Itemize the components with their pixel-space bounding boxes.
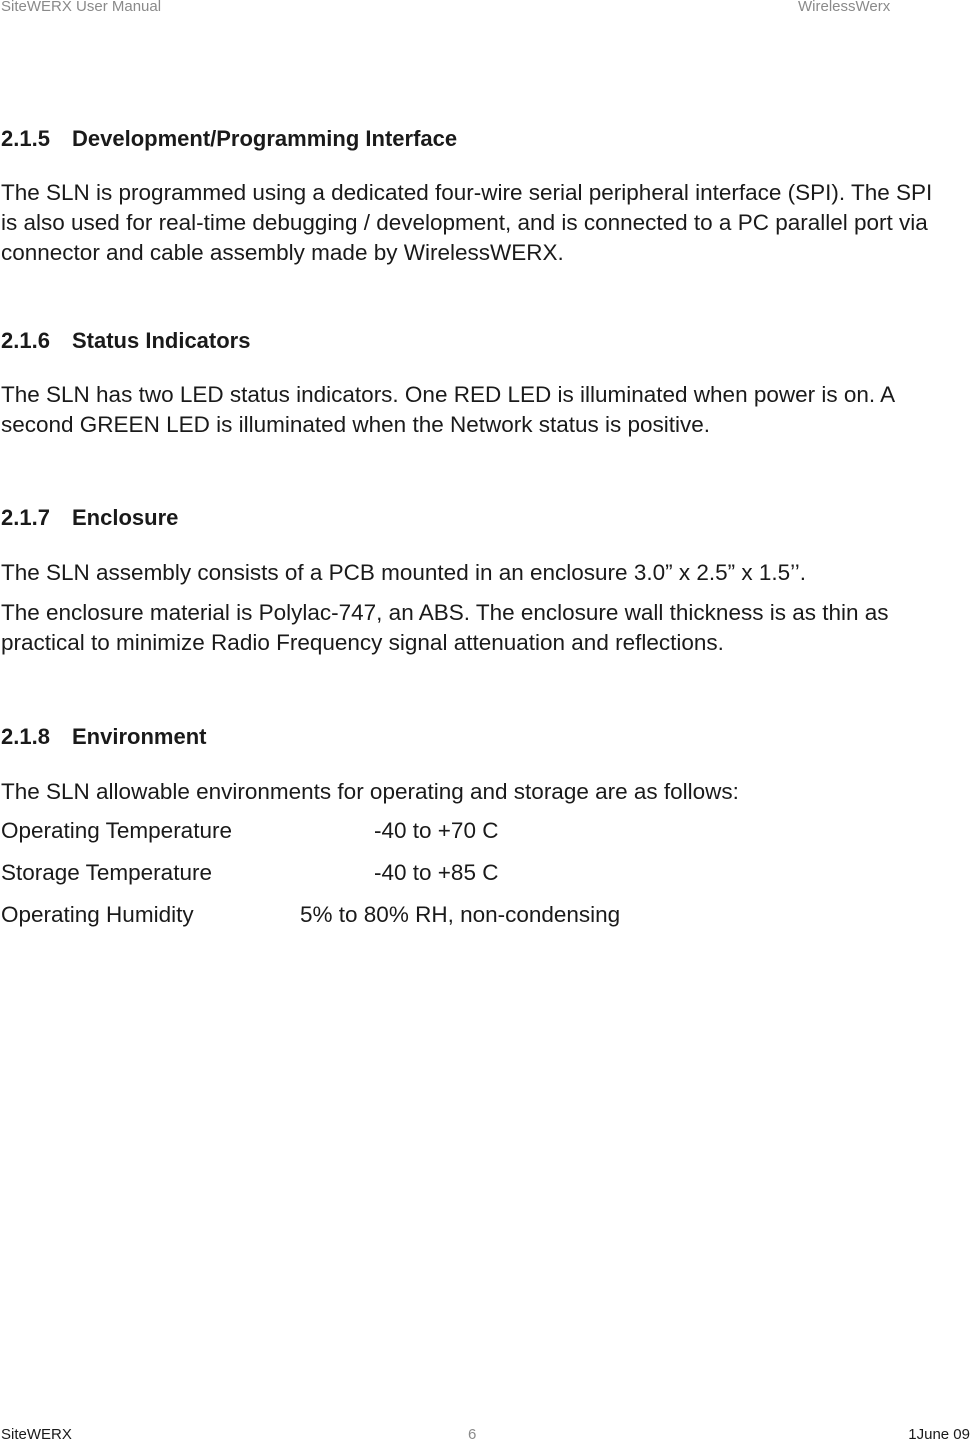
spec-label: Operating Temperature — [1, 818, 232, 843]
spec-value: -40 to +85 C — [374, 860, 499, 885]
section-heading — [1, 505, 178, 531]
section-number: 2.1.7 — [1, 505, 50, 530]
section-paragraph: The SLN has two LED status indicators. One RED LED is illuminated when power is on. A second GREEN LED is illuminated when the Network status is positive. — [1, 382, 894, 437]
section-number: 2.1.8 — [1, 724, 50, 749]
spec-label: Operating Humidity — [1, 902, 194, 927]
section-title: Development/Programming Interface — [72, 126, 458, 151]
page-number: 6 — [468, 1426, 477, 1443]
section-title: Environment — [72, 724, 207, 749]
header-left: SiteWERX User Manual — [1, 0, 162, 15]
spec-label: Storage Temperature — [1, 860, 212, 885]
section-number: 2.1.6 — [1, 328, 50, 353]
section-paragraph: The SLN allowable environments for operating and storage are as follows: — [1, 779, 739, 804]
header-right: WirelessWerx — [798, 0, 891, 15]
section-number: 2.1.5 — [1, 126, 50, 151]
section-title: Enclosure — [72, 505, 179, 530]
spec-value: -40 to +70 C — [374, 818, 499, 843]
footer-date: 1June 09 — [908, 1426, 970, 1443]
section-heading — [1, 328, 250, 354]
section-heading — [1, 126, 457, 152]
section-heading — [1, 724, 206, 750]
footer-left: SiteWERX — [1, 1426, 72, 1443]
spec-value: 5% to 80% RH, non-condensing — [300, 902, 621, 927]
section-paragraph: The SLN assembly consists of a PCB mounted in an enclosure 3.0” x 2.5” x 1.5’’. — [1, 560, 806, 585]
section-paragraph: The enclosure material is Polylac-747, an ABS. The enclosure wall thickness is as thin as practical to minimize Radio Frequency signal attenuation and reflections. — [1, 600, 889, 655]
section-title: Status Indicators — [72, 328, 251, 353]
section-paragraph: The SLN is programmed using a dedicated four-wire serial peripheral interface (SPI). The SPI is also used for real-time debugging / development, and is connected to a PC parallel port via connector and cable assembly made by WirelessWERX. — [1, 180, 933, 265]
